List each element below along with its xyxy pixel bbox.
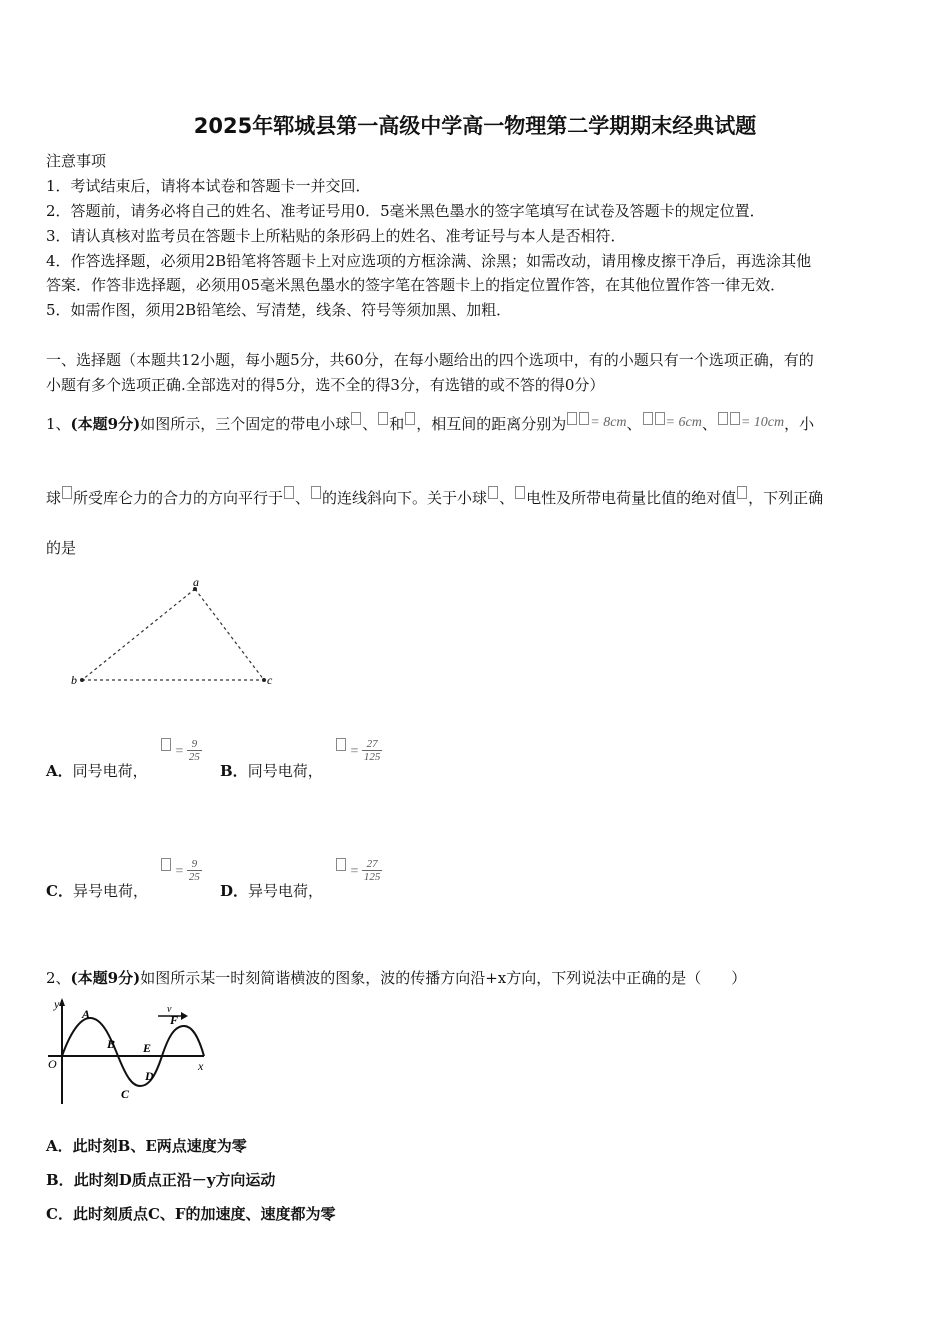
notice-item: 答案．作答非选择题，必须用05毫米黑色墨水的签字笔在答题卡上的指定位置作答，在其他位置作答一律无效．: [46, 276, 786, 294]
question-text: 电性及所带电荷量比值的绝对值: [526, 489, 737, 507]
option-letter: A．: [46, 1137, 73, 1155]
symbol-placeholder: [351, 412, 361, 425]
fraction: $\frac{9}{25}$: [188, 858, 200, 883]
option-letter: C．: [46, 882, 73, 900]
label-F: F: [170, 1013, 179, 1027]
point-c: [262, 678, 266, 682]
option-text: 此时刻B、E两点速度为零: [72, 1137, 247, 1155]
option-b[interactable]: [220, 759, 323, 783]
label-x: x: [198, 1059, 204, 1073]
option-c-formula: = $\frac{9}{25}$: [160, 858, 202, 883]
option-letter: A．: [46, 762, 73, 780]
option-letter: B．: [46, 1171, 74, 1189]
fraction: $\frac{27}{125}$: [363, 738, 381, 763]
section-instruction: 一、选择题（本题共12小题，每小题5分，共60分，在每小题给出的四个选项中，有的小题只有一个选项正确，有的: [46, 351, 814, 369]
question-1-line-2: [46, 486, 823, 510]
label-A: A: [82, 1007, 91, 1021]
label-a: a: [193, 575, 199, 589]
label-y: y: [54, 997, 60, 1011]
symbol-placeholder: [730, 412, 740, 425]
question-text: ，相互间的距离分别为: [416, 415, 567, 433]
conjunction: 和: [389, 415, 405, 433]
question-number: 1、: [46, 415, 71, 433]
label-c: c: [267, 673, 273, 687]
question-text: 如图所示，三个固定的带电小球: [140, 415, 351, 433]
option-text: 此时刻质点C、F的加速度、速度都为零: [72, 1205, 336, 1223]
question-text: 如图所示某一时刻简谐横波的图象，波的传播方向沿+x方向，下列说法中正确的是（ ）: [140, 969, 747, 987]
question-2-stem: [46, 966, 746, 990]
question-1-line-3: 的是: [46, 539, 77, 557]
symbol-placeholder: [336, 858, 346, 871]
symbol-placeholder: [567, 412, 577, 425]
label-v: v: [167, 1004, 172, 1015]
symbol-placeholder: [488, 486, 498, 499]
option-letter: B．: [220, 762, 248, 780]
option-c[interactable]: [46, 879, 148, 903]
option-letter: D．: [220, 882, 249, 900]
symbol-placeholder: [737, 486, 747, 499]
option-a-formula: = $\frac{9}{25}$: [160, 738, 202, 763]
notice-item: 2．答题前，请务必将自己的姓名、准考证号用0．5毫米黑色墨水的签字笔填写在试卷及答题卡的规定位置．: [46, 202, 765, 220]
symbol-placeholder: [161, 858, 171, 871]
fraction: $\frac{27}{125}$: [363, 858, 381, 883]
option-letter: C．: [46, 1205, 73, 1223]
symbol-placeholder: [284, 486, 294, 499]
q2-option-a[interactable]: [46, 1134, 247, 1158]
symbol-placeholder: [161, 738, 171, 751]
option-text: 异号电荷，: [248, 882, 324, 900]
point-b: [80, 678, 84, 682]
question-text: ，下列正确: [748, 489, 824, 507]
question-score: (本题9分): [70, 969, 141, 987]
distance-ab: = 8cm: [590, 415, 627, 430]
symbol-placeholder: [378, 412, 388, 425]
question-text: 球: [46, 489, 62, 507]
option-text: 异号电荷，: [72, 882, 148, 900]
symbol-placeholder: [643, 412, 653, 425]
question-score: (本题9分): [70, 415, 141, 433]
symbol-placeholder: [655, 412, 665, 425]
label-b: b: [71, 673, 77, 687]
wave-curve: [62, 1018, 204, 1086]
distance-ca: = 10cm: [740, 415, 785, 430]
notice-item: 3．请认真核对监考员在答题卡上所粘贴的条形码上的姓名、准考证号与本人是否相符．: [46, 227, 626, 245]
option-text: 同号电荷，: [247, 762, 323, 780]
side-ac: [195, 589, 264, 680]
label-o: O: [48, 1057, 57, 1071]
symbol-placeholder: [515, 486, 525, 499]
y-axis-arrow: [59, 998, 65, 1006]
notice-item: 5．如需作图，须用2B铅笔绘、写清楚，线条、符号等须加黑、加粗．: [46, 301, 512, 319]
option-text: 同号电荷，: [72, 762, 148, 780]
fraction: $\frac{9}{25}$: [188, 738, 200, 763]
symbol-placeholder: [336, 738, 346, 751]
q2-option-b[interactable]: [46, 1168, 275, 1192]
symbol-placeholder: [405, 412, 415, 425]
symbol-placeholder: [62, 486, 72, 499]
label-D: D: [145, 1069, 154, 1083]
question-number: 2、: [46, 969, 71, 987]
separator: 、: [295, 489, 311, 507]
symbol-placeholder: [579, 412, 589, 425]
separator: 、: [499, 489, 515, 507]
question-1-line-1: [46, 411, 814, 436]
separator: 、: [626, 415, 642, 433]
label-B: B: [107, 1037, 116, 1051]
label-E: E: [143, 1041, 152, 1055]
notice-heading: 注意事项: [46, 152, 107, 170]
side-ab: [82, 589, 195, 680]
distance-bc: = 6cm: [665, 415, 702, 430]
option-b-formula: = $\frac{27}{125}$: [335, 738, 382, 763]
question-text: ，小: [784, 415, 815, 433]
notice-item: 1．考试结束后，请将本试卷和答题卡一并交回．: [46, 177, 371, 195]
option-a[interactable]: [46, 759, 148, 783]
page-title: 2025年郓城县第一高级中学高一物理第二学期期末经典试题: [193, 114, 757, 138]
question-text: 所受库仑力的合力的方向平行于: [73, 489, 284, 507]
option-d[interactable]: [220, 879, 323, 903]
label-C: C: [121, 1087, 130, 1101]
separator: 、: [362, 415, 378, 433]
velocity-arrowhead: [181, 1012, 188, 1020]
notice-item: 4．作答选择题，必须用2B铅笔将答题卡上对应选项的方框涂满、涂黑；如需改动，请用橡皮擦干净后，再选涂其他: [46, 252, 812, 270]
symbol-placeholder: [311, 486, 321, 499]
symbol-placeholder: [718, 412, 728, 425]
option-d-formula: = $\frac{27}{125}$: [335, 858, 382, 883]
triangle-figure: [68, 575, 278, 695]
option-text: 此时刻D质点正沿－y方向运动: [73, 1171, 276, 1189]
section-instruction: 小题有多个选项正确.全部选对的得5分，选不全的得3分，有选错的或不答的得0分）: [46, 376, 605, 394]
separator: 、: [701, 415, 717, 433]
wave-figure: [44, 996, 212, 1106]
q2-option-c[interactable]: [46, 1202, 336, 1226]
question-text: 的连线斜向下。关于小球: [322, 489, 488, 507]
